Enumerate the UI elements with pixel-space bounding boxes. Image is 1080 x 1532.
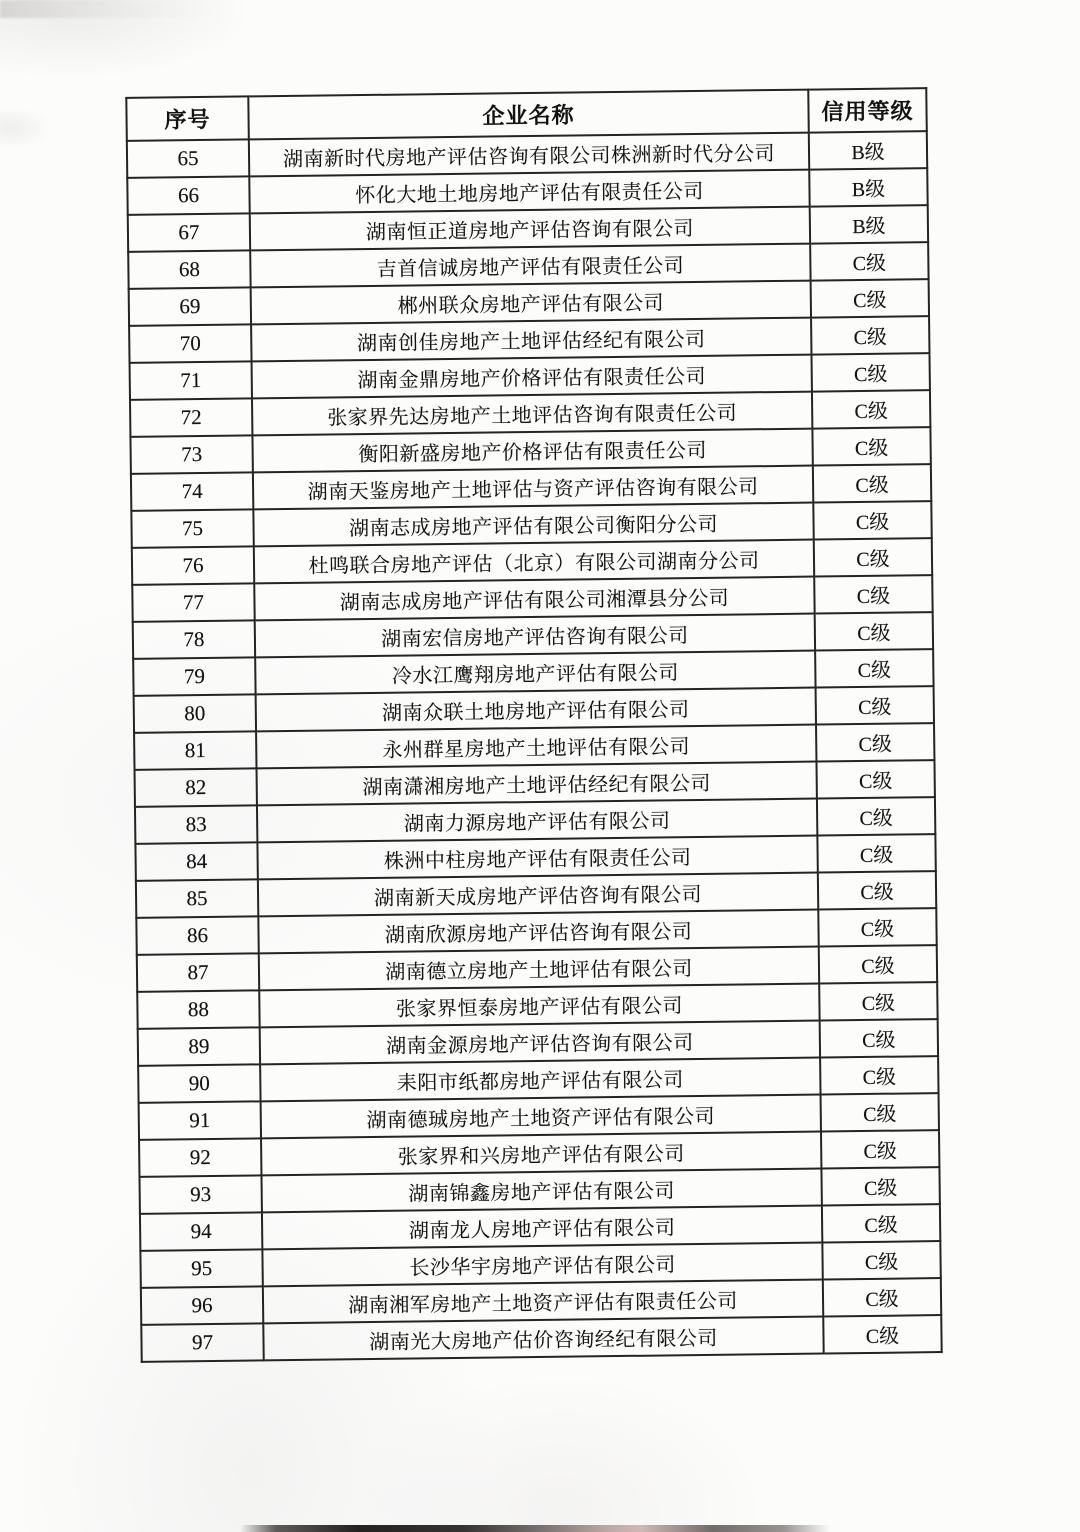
cell-credit-rating: C级	[811, 353, 929, 391]
cell-company-name: 湖南金源房地产评估咨询有限公司	[260, 1021, 820, 1065]
cell-index: 75	[131, 509, 253, 547]
cell-index: 68	[128, 250, 250, 288]
cell-index: 94	[140, 1212, 262, 1250]
cell-company-name: 永州群星房地产土地评估有限公司	[256, 725, 816, 769]
cell-index: 74	[131, 472, 253, 510]
cell-index: 89	[138, 1027, 260, 1065]
cell-index: 66	[127, 176, 249, 214]
cell-company-name: 长沙华宇房地产评估有限公司	[262, 1243, 822, 1287]
cell-company-name: 耒阳市纸都房地产评估有限公司	[260, 1058, 820, 1102]
cell-company-name: 湖南新时代房地产评估咨询有限公司株洲新时代分公司	[249, 133, 809, 177]
cell-credit-rating: C级	[811, 279, 929, 317]
cell-index: 80	[134, 694, 256, 732]
cell-credit-rating: C级	[817, 834, 935, 872]
cell-company-name: 湖南力源房地产评估有限公司	[257, 799, 817, 843]
cell-index: 82	[135, 768, 257, 806]
cell-index: 90	[138, 1064, 260, 1102]
col-header-credit-rating: 信用等级	[808, 88, 927, 132]
cell-index: 67	[128, 213, 250, 251]
cell-company-name: 株洲中柱房地产评估有限责任公司	[257, 836, 817, 880]
cell-company-name: 郴州联众房地产评估有限公司	[251, 281, 811, 325]
cell-index: 85	[136, 879, 258, 917]
cell-credit-rating: B级	[810, 205, 928, 243]
cell-credit-rating: C级	[820, 1019, 938, 1057]
cell-index: 91	[139, 1101, 261, 1139]
cell-company-name: 杜鸣联合房地产评估（北京）有限公司湖南分公司	[254, 540, 814, 584]
cell-company-name: 湖南创佳房地产土地评估经纪有限公司	[251, 318, 811, 362]
cell-credit-rating: C级	[823, 1315, 941, 1353]
cell-company-name: 湖南光大房地产估价咨询经纪有限公司	[263, 1317, 823, 1361]
cell-credit-rating: C级	[819, 945, 937, 983]
cell-credit-rating: C级	[811, 316, 929, 354]
scan-edge-artifact	[240, 1525, 830, 1532]
cell-credit-rating: C级	[821, 1167, 939, 1205]
cell-credit-rating: C级	[817, 797, 935, 835]
cell-index: 69	[129, 287, 251, 325]
cell-credit-rating: C级	[820, 1056, 938, 1094]
cell-company-name: 张家界先达房地产土地评估咨询有限责任公司	[252, 392, 812, 436]
cell-credit-rating: C级	[815, 649, 933, 687]
cell-credit-rating: C级	[816, 723, 934, 761]
cell-company-name: 湖南志成房地产评估有限公司湘潭县分公司	[254, 577, 814, 621]
cell-company-name: 湖南德立房地产土地评估有限公司	[259, 947, 819, 991]
cell-index: 71	[130, 361, 252, 399]
cell-credit-rating: C级	[821, 1093, 939, 1131]
scan-noise-artifact	[0, 0, 220, 18]
cell-index: 76	[132, 546, 254, 584]
cell-index: 81	[134, 731, 256, 769]
cell-credit-rating: C级	[821, 1130, 939, 1168]
cell-company-name: 怀化大地土地房地产评估有限责任公司	[249, 170, 809, 214]
cell-company-name: 湖南锦鑫房地产评估有限公司	[261, 1169, 821, 1213]
cell-index: 79	[133, 657, 255, 695]
cell-company-name: 湖南龙人房地产评估有限公司	[262, 1206, 822, 1250]
cell-credit-rating: C级	[816, 760, 934, 798]
credit-rating-table	[125, 87, 942, 1363]
cell-index: 84	[135, 842, 257, 880]
table-body	[127, 131, 942, 1362]
cell-company-name: 张家界和兴房地产评估有限公司	[261, 1132, 821, 1176]
cell-index: 97	[141, 1323, 263, 1361]
cell-company-name: 湖南志成房地产评估有限公司衡阳分公司	[253, 503, 813, 547]
cell-credit-rating: C级	[815, 612, 933, 650]
cell-credit-rating: C级	[813, 464, 931, 502]
cell-company-name: 湖南欣源房地产评估咨询有限公司	[258, 910, 818, 954]
cell-index: 95	[140, 1249, 262, 1287]
cell-credit-rating: C级	[819, 982, 937, 1020]
cell-company-name: 湖南新天成房地产评估咨询有限公司	[258, 873, 818, 917]
cell-index: 70	[129, 324, 251, 362]
cell-index: 86	[136, 916, 258, 954]
cell-credit-rating: C级	[810, 242, 928, 280]
cell-credit-rating: C级	[818, 908, 936, 946]
cell-credit-rating: C级	[822, 1204, 940, 1242]
cell-credit-rating: B级	[809, 131, 927, 169]
cell-company-name: 衡阳新盛房地产价格评估有限责任公司	[252, 429, 812, 473]
cell-credit-rating: C级	[814, 575, 932, 613]
cell-index: 88	[137, 990, 259, 1028]
cell-credit-rating: C级	[812, 427, 930, 465]
cell-company-name: 吉首信诚房地产评估有限责任公司	[250, 244, 810, 288]
cell-index: 72	[130, 398, 252, 436]
cell-company-name: 冷水江鹰翔房地产评估有限公司	[255, 651, 815, 695]
cell-company-name: 湖南金鼎房地产价格评估有限责任公司	[252, 355, 812, 399]
cell-index: 93	[139, 1175, 261, 1213]
cell-company-name: 湖南德珹房地产土地资产评估有限公司	[261, 1095, 821, 1139]
col-header-index: 序号	[126, 96, 249, 140]
cell-company-name: 湖南天鉴房地产土地评估与资产评估咨询有限公司	[253, 466, 813, 510]
cell-index: 73	[130, 435, 252, 473]
cell-index: 92	[139, 1138, 261, 1176]
cell-credit-rating: B级	[809, 168, 927, 206]
cell-index: 87	[137, 953, 259, 991]
cell-credit-rating: C级	[812, 390, 930, 428]
cell-company-name: 湖南潇湘房地产土地评估经纪有限公司	[257, 762, 817, 806]
cell-index: 96	[141, 1286, 263, 1324]
cell-index: 77	[132, 583, 254, 621]
cell-credit-rating: C级	[818, 871, 936, 909]
cell-company-name: 湖南恒正道房地产评估咨询有限公司	[250, 207, 810, 251]
cell-index: 83	[135, 805, 257, 843]
cell-credit-rating: C级	[816, 686, 934, 724]
cell-credit-rating: C级	[813, 501, 931, 539]
cell-company-name: 湖南众联土地房地产评估有限公司	[256, 688, 816, 732]
cell-credit-rating: C级	[822, 1241, 940, 1279]
col-header-company-name: 企业名称	[248, 90, 808, 140]
cell-credit-rating: C级	[823, 1278, 941, 1316]
cell-index: 65	[127, 139, 249, 177]
cell-index: 78	[133, 620, 255, 658]
cell-company-name: 张家界恒泰房地产评估有限公司	[259, 984, 819, 1028]
cell-company-name: 湖南宏信房地产评估咨询有限公司	[255, 614, 815, 658]
cell-credit-rating: C级	[814, 538, 932, 576]
cell-company-name: 湖南湘军房地产土地资产评估有限责任公司	[263, 1280, 823, 1324]
